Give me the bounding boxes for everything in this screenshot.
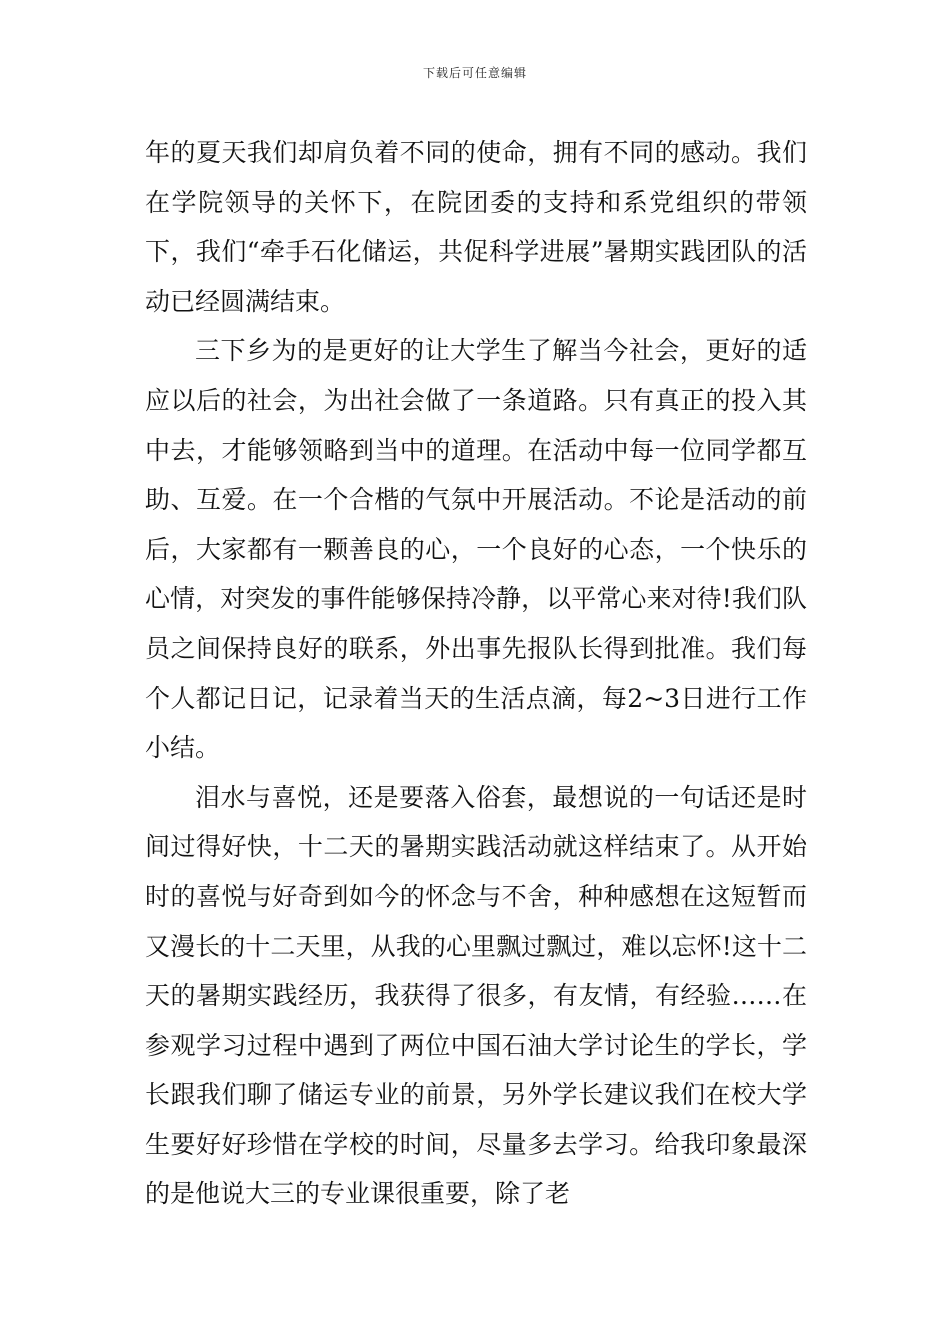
- paragraph-2: 三下乡为的是更好的让大学生了解当今社会，更好的适应以后的社会，为出社会做了一条道路。只有真正的投入其中去，才能够领略到当中的道理。在活动中每一位同学都互助、互爱。在一个合楷的气氛中开展活动。不论是活动的前后，大家都有一颗善良的心，一个良好的心态，一个快乐的心情，对突发的事件能够保持冷静，以平常心来对待!我们队员之间保持良好的联系，外出事先报队长得到批准。我们每个人都记日记，记录着当天的生活点滴，每2~3日进行工作小结。: [145, 336, 807, 763]
- paragraph-3: 泪水与喜悦，还是要落入俗套，最想说的一句话还是时间过得好快，十二天的暑期实践活动就这样结束了。从开始时的喜悦与好奇到如今的怀念与不舍，种种感想在这短暂而又漫长的十二天里，从我的心里飘过飘过，难以忘怀!这十二天的暑期实践经历，我获得了很多，有友情，有经验……在参观学习过程中遇到了两位中国石油大学讨论生的学长，学长跟我们聊了储运专业的前景，另外学长建议我们在校大学生要好好珍惜在学校的时间，尽量多去学习。给我印象最深的是他说大三的专业课很重要，除了老: [145, 782, 807, 1209]
- body-text: [145, 128, 807, 1219]
- paragraph-1: 年的夏天我们却肩负着不同的使命，拥有不同的感动。我们在学院领导的关怀下，在院团委的支持和系党组织的带领下，我们“牵手石化储运，共促科学进展”暑期实践团队的活动已经圆满结束。: [145, 138, 807, 316]
- page-header: 下载后可任意编辑: [422, 66, 527, 80]
